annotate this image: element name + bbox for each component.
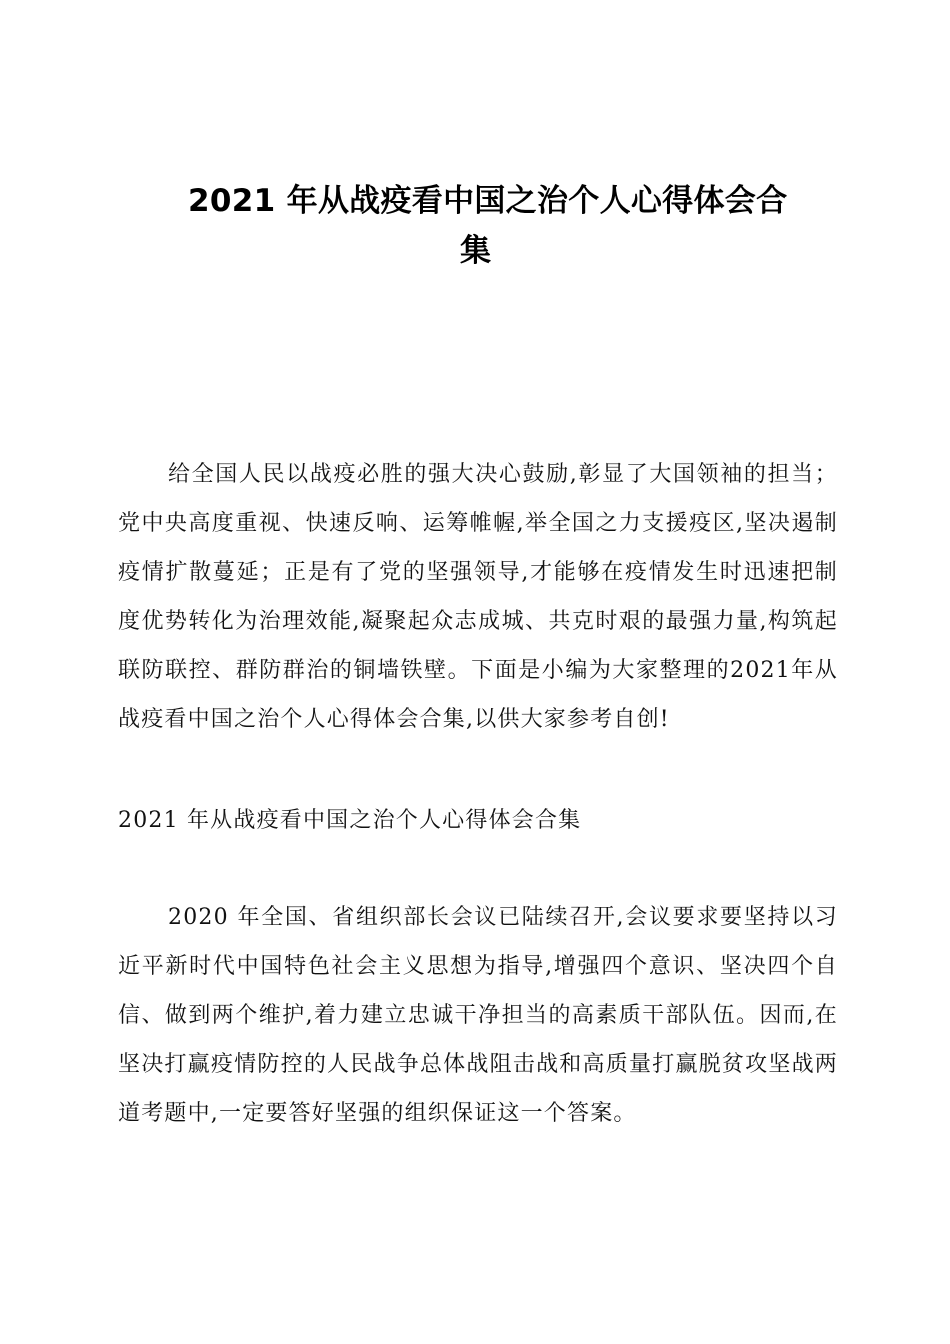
body-paragraph: 2020 年全国、省组织部长会议已陆续召开,会议要求要坚持以习近平新时代中国特色社会主义思想为指导,增强四个意识、坚决四个自信、做到两个维护,着力建立忠诚干净担当的高素质干部队伍。因而,在坚决打赢疫情防控的人民战争总体战阻击战和高质量打赢脱贫攻坚战两道考题中,一定要答好坚强的组织保证这一个答案。 (118, 905, 838, 1126)
section-subheading: 2021 年从战疫看中国之治个人心得体会合集 (118, 808, 582, 833)
document-title (188, 176, 838, 276)
title-line-1: 2021 年从战疫看中国之治个人心得体会合 (188, 183, 788, 219)
intro-paragraph: 给全国人民以战疫必胜的强大决心鼓励,彰显了大国领袖的担当；党中央高度重视、快速反响、运筹帷幄,举全国之力支援疫区,坚决遏制疫情扩散蔓延；正是有了党的坚强领导,才能够在疫情发生时迅速把制度优势转化为治理效能,凝聚起众志成城、共克时艰的最强力量,构筑起联防联控、群防群治的铜墙铁壁。下面是小编为大家整理的2021年从战疫看中国之治个人心得体会合集,以供大家参考自创! (118, 462, 838, 732)
title-line-2: 集 (460, 233, 492, 269)
